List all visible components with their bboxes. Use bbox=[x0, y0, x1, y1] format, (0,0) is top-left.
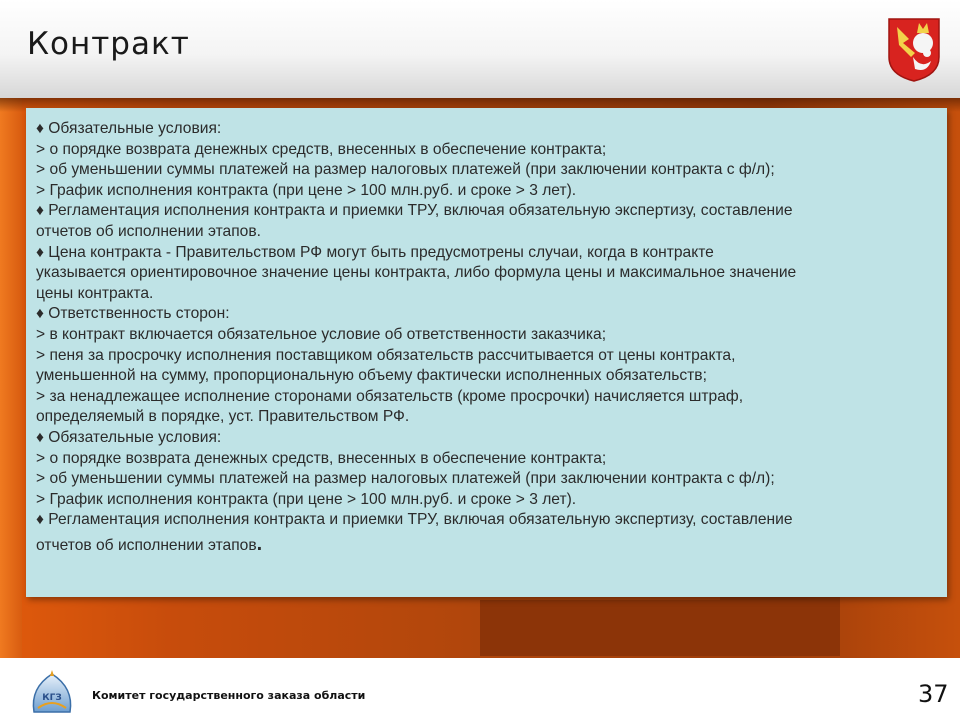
committee-logo-icon bbox=[28, 668, 76, 714]
content-line: > в контракт включается обязательное условие об ответственности заказчика; bbox=[36, 325, 607, 343]
content-line: отчетов об исполнении этапов. bbox=[36, 222, 261, 240]
logo-text: КГЗ bbox=[42, 693, 62, 703]
coat-of-arms-icon bbox=[887, 17, 941, 83]
content-line: цены контракта. bbox=[36, 284, 154, 302]
content-line: > График исполнения контракта (при цене > 100 млн.руб. и сроке > 3 лет). bbox=[36, 181, 577, 199]
decorative-block bbox=[480, 600, 840, 656]
content-line: ♦ Обязательные условия: bbox=[36, 120, 222, 137]
content-line: ♦ Регламентация исполнения контракта и приемки ТРУ, включая обязательную экспертизу, составление bbox=[36, 511, 793, 529]
content-line: > о порядке возврата денежных средств, внесенных в обеспечение контракта; bbox=[36, 140, 607, 158]
content-panel bbox=[26, 108, 947, 597]
left-accent-strip bbox=[0, 98, 22, 658]
content-line: > График исполнения контракта (при цене > 100 млн.руб. и сроке > 3 лет). bbox=[36, 490, 577, 508]
content-lines bbox=[36, 119, 796, 556]
content-line: определяемый в порядке, уст. Правительством РФ. bbox=[36, 408, 410, 426]
content-line: > за ненадлежащее исполнение сторонами обязательств (кроме просрочки) начисляется штраф, bbox=[36, 387, 744, 405]
content-line: уменьшенной на сумму, пропорциональную объему фактически исполненных обязательств; bbox=[36, 367, 707, 385]
slide-title: Контракт bbox=[27, 26, 190, 62]
content-line: > пеня за просрочку исполнения поставщиком обязательств рассчитывается от цены контракта, bbox=[36, 346, 736, 364]
content-line: указывается ориентировочное значение цены контракта, либо формула цены и максимальное значение bbox=[36, 264, 797, 282]
slide-header bbox=[0, 0, 960, 98]
content-line: ♦ Обязательные условия: bbox=[36, 428, 222, 446]
organization-name: Комитет государственного заказа области bbox=[92, 689, 366, 702]
page-number: 37 bbox=[918, 680, 949, 708]
content-line: ♦ Ответственность сторон: bbox=[36, 305, 230, 323]
content-line: > об уменьшении суммы платежей на размер налоговых платежей (при заключении контракта с ф/л); bbox=[36, 470, 775, 488]
content-line-last-text: отчетов об исполнении этапов bbox=[36, 536, 257, 554]
content-line-last-dot: . bbox=[256, 532, 263, 555]
content-line: ♦ Регламентация исполнения контракта и приемки ТРУ, включая обязательную экспертизу, составление bbox=[36, 202, 793, 220]
content-line: > о порядке возврата денежных средств, внесенных в обеспечение контракта; bbox=[36, 449, 607, 467]
content-line-last bbox=[36, 534, 796, 557]
content-line: > об уменьшении суммы платежей на размер налоговых платежей (при заключении контракта с ф/л); bbox=[36, 161, 775, 179]
content-line: ♦ Цена контракта - Правительством РФ могут быть предусмотрены случаи, когда в контракте bbox=[36, 243, 714, 261]
